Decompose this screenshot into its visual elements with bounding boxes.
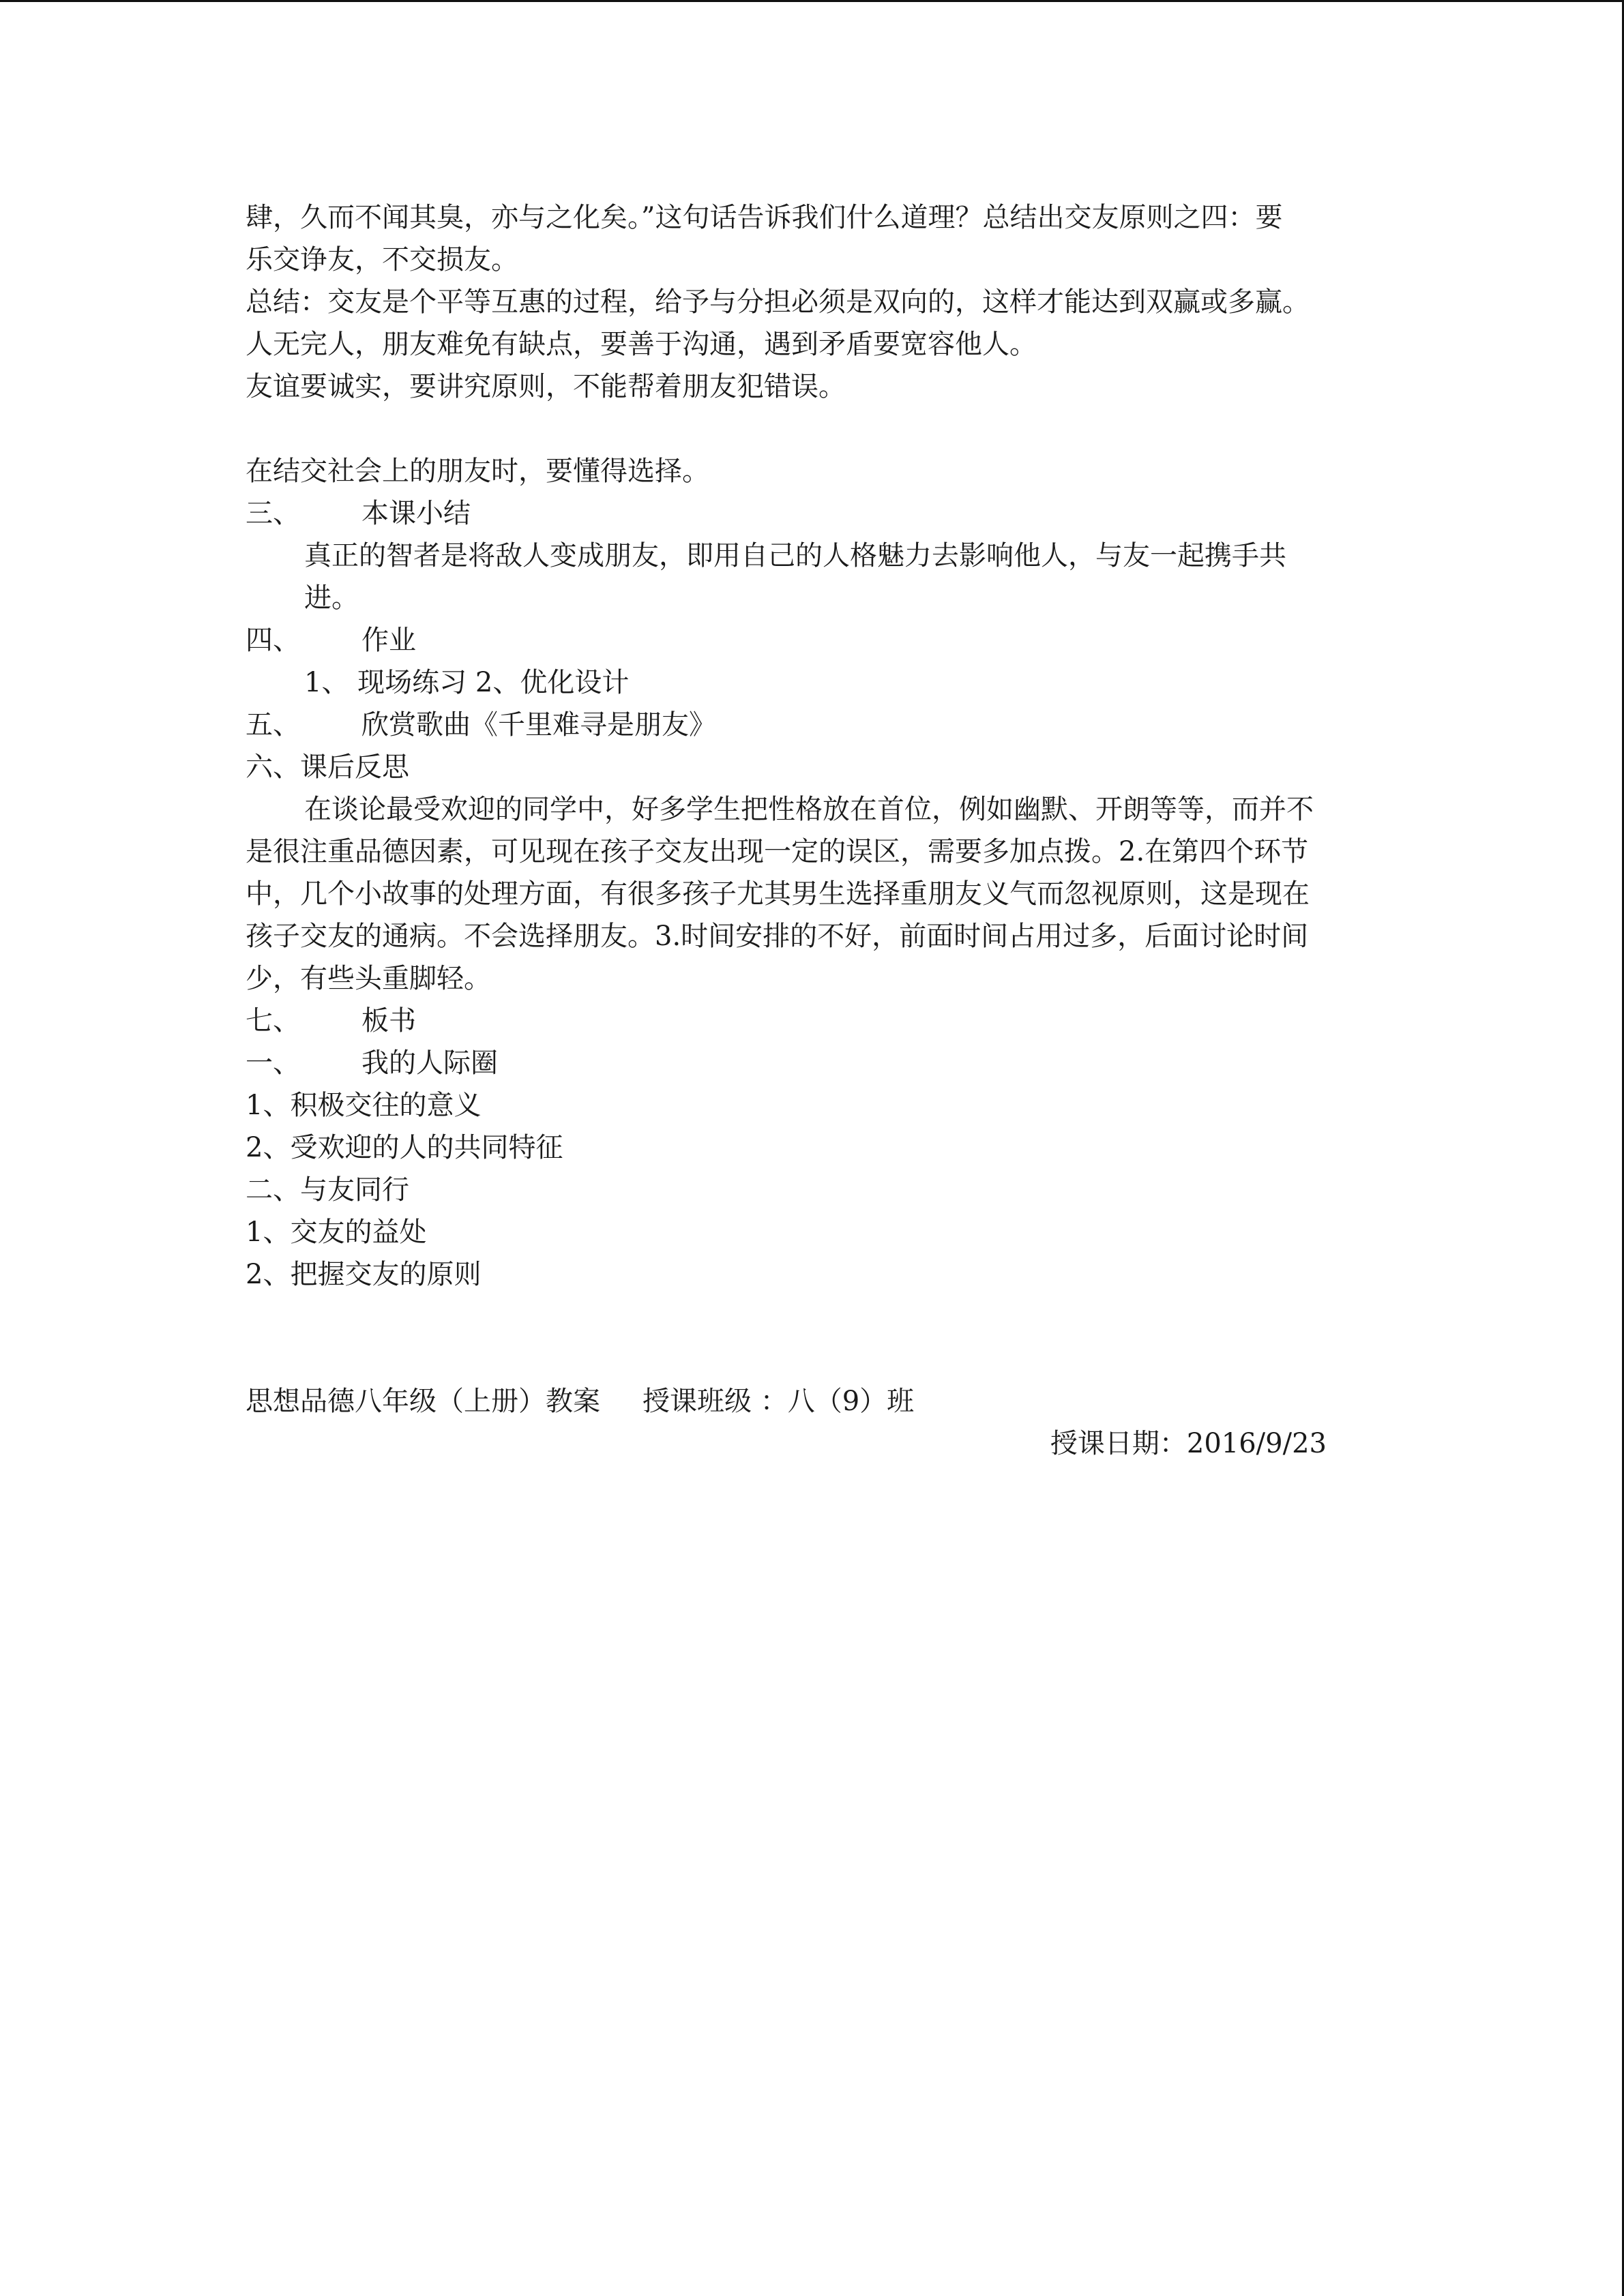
footer-course-line xyxy=(246,1380,1371,1422)
footer-spacing xyxy=(246,1296,1371,1380)
blank-line xyxy=(246,408,1371,450)
section-title: 本课小结 xyxy=(361,498,471,529)
summary-line: 总结：交友是个平等互惠的过程，给予与分担必须是双向的，这样才能达到双赢或多赢。 xyxy=(246,286,1310,318)
reflection-line: 是很注重品德因素，可见现在孩子交友出现一定的误区，需要多加点拨。2.在第四个环节 xyxy=(246,836,1309,867)
section-title: 板书 xyxy=(361,1005,416,1037)
section-heading-3 xyxy=(246,492,1371,535)
board-heading-2: 二、与友同行 xyxy=(246,1174,409,1206)
text-line: 友谊要诚实，要讲究原则，不能帮着朋友犯错误。 xyxy=(246,371,846,402)
board-number: 一、 xyxy=(246,1047,300,1079)
text-line: 在结交社会上的朋友时，要懂得选择。 xyxy=(246,456,709,487)
section-heading-5 xyxy=(246,704,1371,746)
section-number: 四、 xyxy=(246,625,300,656)
reflection-line: 在谈论最受欢迎的同学中，好多学生把性格放在首位，例如幽默、开朗等等，而并不 xyxy=(304,794,1314,825)
section-title: 作业 xyxy=(361,625,416,656)
board-item: 2、受欢迎的人的共同特征 xyxy=(246,1132,563,1163)
document-page xyxy=(246,196,1371,1465)
section-number: 七、 xyxy=(246,1005,300,1037)
class-label: 授课班级 ：八（9）班 xyxy=(643,1386,915,1417)
text-line: 乐交诤友，不交损友。 xyxy=(246,244,518,275)
board-item: 1、积极交往的意义 xyxy=(246,1090,482,1121)
footer-date: 授课日期：2016/9/23 xyxy=(1050,1428,1327,1459)
section-body-line: 进。 xyxy=(304,582,359,614)
section-title: 欣赏歌曲《千里难寻是朋友》 xyxy=(361,709,716,741)
section-body-line: 真正的智者是将敌人变成朋友，即用自己的人格魅力去影响他人，与友一起携手共 xyxy=(304,540,1286,571)
board-item: 1、交友的益处 xyxy=(246,1217,427,1248)
section-heading-4 xyxy=(246,619,1371,661)
reflection-line: 少，有些头重脚轻。 xyxy=(246,963,491,994)
homework-line: 1、 现场练习 2、优化设计 xyxy=(304,667,630,698)
section-number: 三、 xyxy=(246,498,300,529)
text-line: 人无完人，朋友难免有缺点，要善于沟通，遇到矛盾要宽容他人。 xyxy=(246,329,1037,360)
reflection-line: 孩子交友的通病。不会选择朋友。3.时间安排的不好，前面时间占用过多，后面讨论时间 xyxy=(246,921,1309,952)
page-top-border xyxy=(0,0,1624,2)
section-number: 五、 xyxy=(246,709,300,741)
board-item: 2、把握交友的原则 xyxy=(246,1259,482,1290)
reflection-line: 中，几个小故事的处理方面，有很多孩子尤其男生选择重朋友义气而忽视原则，这是现在 xyxy=(246,878,1310,910)
section-heading-7 xyxy=(246,1000,1371,1042)
board-heading-1 xyxy=(246,1042,1371,1084)
text-line: 肆，久而不闻其臭，亦与之化矣。”这句话告诉我们什么道理？总结出交友原则之四：要 xyxy=(246,202,1283,233)
section-heading-6: 六、课后反思 xyxy=(246,751,409,783)
course-title: 思想品德八年级（上册）教案 xyxy=(246,1386,600,1417)
board-title: 我的人际圈 xyxy=(361,1047,498,1079)
